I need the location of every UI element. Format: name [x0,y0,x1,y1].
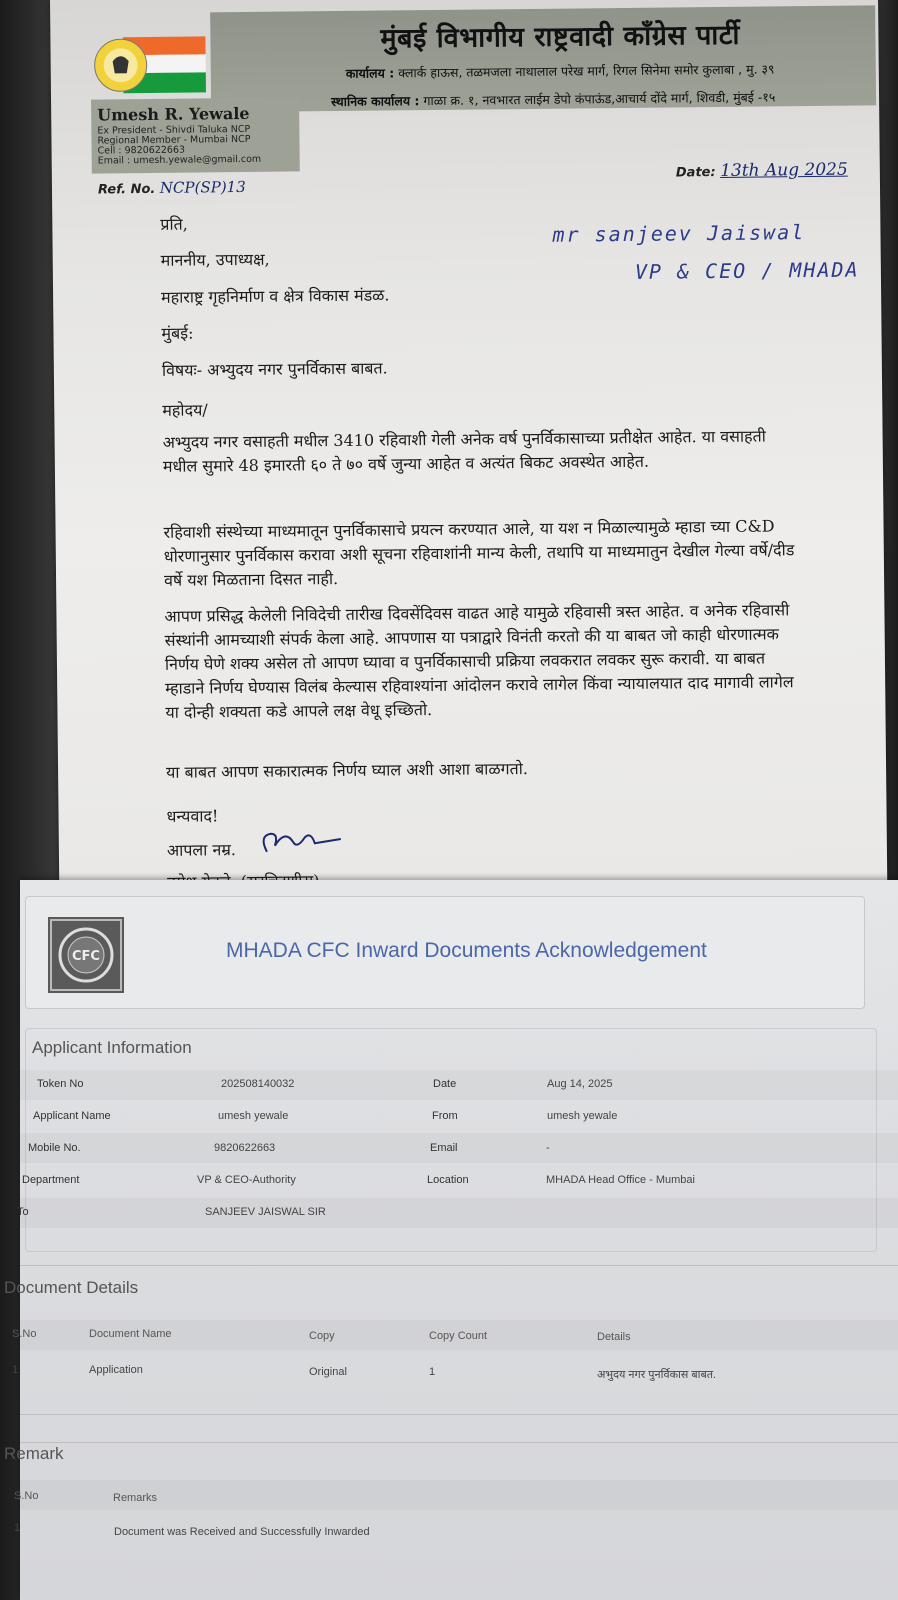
doc-header-count: Copy Count [429,1330,488,1342]
department-value: VP & CEO-Authority [197,1174,296,1186]
applicant-name-value: umesh yewale [218,1110,289,1122]
date-label: Date [433,1078,457,1090]
info-row-band [20,1198,898,1228]
paragraph: अभ्युदय नगर वसाहती मधील 3410 रहिवाशी गेली अनेक वर्ष पुनर्विकासाच्या प्रतीक्षेत आहेत. या वसाहती मधील सुमारे 48 इमारती ६० ते ७० वर्षे जुन्या आहेत व अत्यंत बिकट अवस्थेत आहेत. [162,426,766,476]
letter-sheet [50,0,887,905]
from-value: umesh yewale [547,1110,618,1122]
ref-label: Ref. No. [97,181,156,198]
local-office-label: स्थानिक कार्यालय : [331,93,420,110]
location-value: MHADA Head Office - Mumbai [546,1174,695,1186]
ack-header [25,896,865,1009]
sender-line: Regional Member - Mumbai NCP [97,133,251,147]
svg-text:CFC: CFC [72,949,100,964]
to-value: SANJEEV JAISWAL SIR [205,1206,326,1218]
letter-date [676,160,848,182]
doc-header-copy: Copy [309,1330,335,1342]
remark-section-title: Remark [4,1444,64,1463]
remark-header-remarks: Remarks [113,1492,158,1504]
mhada-logo-icon [48,917,124,993]
mobile-label: Mobile No. [28,1142,81,1154]
acknowledgement-sheet [4,880,898,1600]
doc-cell-count: 1 [429,1366,436,1378]
divider [20,1442,898,1443]
doc-header-name: Document Name [89,1328,172,1340]
remark-cell-sno: 1 [14,1522,21,1534]
email-label: Email [430,1142,458,1154]
local-office-address-text: गाळा क्र. १, नवभारत लाईम डेपो कंपाऊंड,आचार्य दोंदे मार्ग, शिवडी, मुंबई -१५ [423,89,776,109]
salutation: महोदय/ [162,400,208,420]
date-value: 13th Aug 2025 [720,159,848,181]
from-label: From [432,1110,458,1122]
to-line: मुंबई: [161,323,194,343]
to-label: To [17,1206,29,1218]
to-line: माननीय, उपाध्यक्ष, [160,249,270,270]
ncp-logo [92,32,208,95]
paragraph: रहिवाशी संस्थेच्या माध्यमातून पुनर्विकासाचे प्रयत्न करण्यात आले, या यश न मिळाल्यामुळे म्हाडा च्या C&D धोरणानुसार पुनर्विकास करावा अशी सूचना रहिवाशांनी मान्य केली, तथापि या माध्यमातुन देखील गेल्या वर्षे/दीड वर्षे यश मिळताना दिसत नाही. [163,516,795,590]
date-label: Date: [675,165,716,181]
doc-cell-copy: Original [309,1366,347,1378]
location-label: Location [427,1174,469,1186]
divider [20,1414,898,1415]
ref-value: NCP(SP)13 [159,177,246,197]
ack-title: MHADA CFC Inward Documents Acknowledgement [226,939,707,962]
applicant-section-title: Applicant Information [32,1038,192,1057]
info-row-band [20,1133,898,1163]
email-value: - [546,1142,550,1154]
subject-line: विषयः- अभ्युदय नगर पुनर्विकास बाबत. [161,358,388,380]
office-label: कार्यालय : [345,65,395,81]
party-title: मुंबई विभागीय राष्ट्रवादी कॉंग्रेस पार्टी [380,19,741,55]
documents-section-title: Document Details [4,1278,139,1297]
doc-cell-details: अभुदय नगर पुनर्विकास बाबत. [597,1369,717,1381]
doc-header-sno: S.No [12,1328,37,1340]
sender-line: Ex President - Shivdi Taluka NCP [97,123,251,137]
doc-cell-name: Application [89,1364,143,1376]
paragraph: या बाबत आपण सकारात्मक निर्णय घ्याल अशी आशा बाळगतो. [165,759,529,782]
sender-line: Email : umesh.yewale@gmail.com [97,153,262,167]
applicant-name-label: Applicant Name [33,1110,111,1122]
token-value: 202508140032 [221,1078,295,1090]
info-row-band [20,1070,898,1100]
divider [20,1265,898,1266]
doc-cell-sno: 1 [12,1364,19,1376]
thanks-line: धन्यवाद! [166,806,219,826]
mobile-value: 9820622663 [214,1142,276,1154]
sender-line: Cell : 9820622663 [97,144,186,157]
paragraph: आपण प्रसिद्ध केलेली निविदेची तारीख दिवसेंदिवस वाढत आहे यामुळे रहिवासी त्रस्त आहेत. व अनेक रहिवासी संस्थांनी आमच्याशी संपर्क केला आहे. आपणास या पत्राद्वारे विनंती करतो की या बाबत जो काही धोरणात्मक निर्णय घेणे शक्य असेल तो आपण घ्यावा व पुनर्विकासाची प्रक्रिया लवकरात लवकर सुरू करावी. या बाबत म्हाडाने निर्णय घेण्यास विलंब केल्यास रहिवाश्यांना आंदोलन करावे लागेल किंवा न्यायालयात दाद मागावी लागेल या दोन्ही शक्यता कडे आपले लक्ष वेधू इच्छितो. [164,600,794,722]
signature [257,823,347,860]
to-line: प्रति, [160,214,188,234]
handwritten-addressee: mr sanjeev Jaiswal [552,220,806,247]
date-value: Aug 14, 2025 [547,1078,613,1090]
doc-header-details: Details [597,1331,631,1343]
to-line: महाराष्ट्र गृहनिर्माण व क्षेत्र विकास मंडळ. [161,285,390,307]
ref-number [98,178,246,198]
office-address-text: क्लार्क हाऊस, तळमजला नाथालाल परेख मार्ग, रिगल सिनेमा समोर कुलाबा , मु. ३९ [398,61,775,81]
department-label: Department [22,1174,80,1186]
token-label: Token No [37,1078,84,1090]
closing-line: आपला नम्र. [166,840,237,860]
handwritten-designation: VP & CEO / MHADA [634,257,860,284]
remark-header-sno: S.No [14,1490,39,1502]
sender-name: Umesh R. Yewale [97,103,250,125]
remark-cell-text: Document was Received and Successfully Inwarded [114,1526,370,1538]
